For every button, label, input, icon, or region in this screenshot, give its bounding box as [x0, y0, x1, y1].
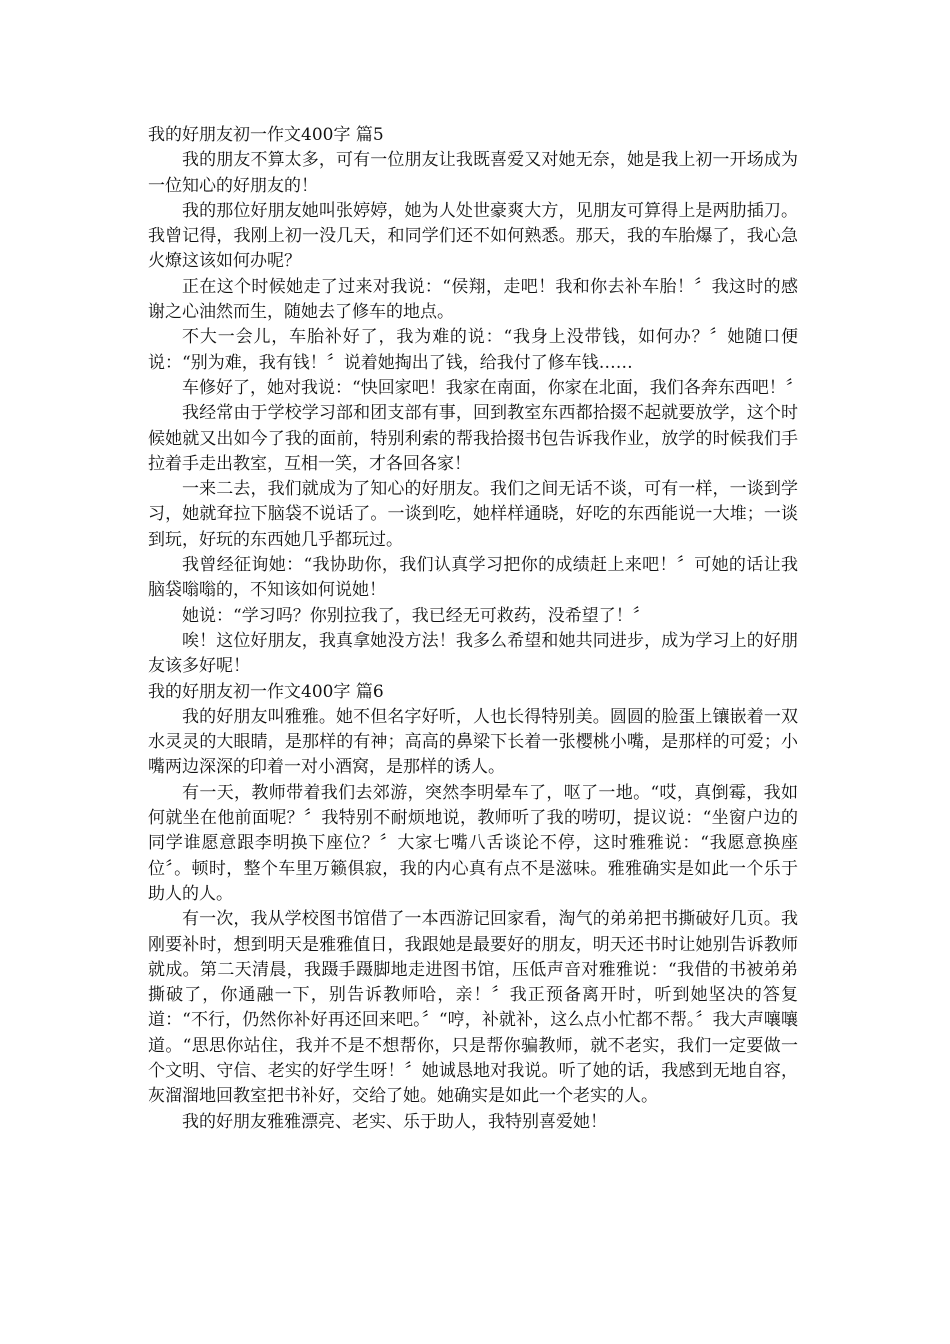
paragraph: 我的好朋友雅雅漂亮、老实、乐于助人，我特别喜爱她！ [182, 1111, 607, 1132]
document-page [148, 123, 803, 1135]
essay-section-5 [148, 123, 803, 680]
paragraph: 有一次，我从学校图书馆借了一本西游记回家看，淘气的弟弟把书撕破好几页。我刚要补时，想到明天是雅雅值日，我跟她是最要好的朋友，明天还书时让她别告诉教师就成。第二天清晨，我蹑手蹑脚地走进图书馆，压低声音对雅雅说：“我借的书被弟弟撕破了，你通融一下，别告诉教师哈，亲！〞我正预备离开时，听到她坚决的答复道：“不行，仍然你补好再还回来吧。〞“哼，补就补，这么点小忙都不帮。〞我大声嚷嚷道。“思思你站住，我并不是不想帮你，只是帮你骗教师，就不老实，我们一定要做一个文明、守信、老实的好学生呀！〞她诚恳地对我说。听了她的话，我感到无地自容，灰溜溜地回教室把书补好，交给了她。她确实是如此一个老实的人。 [148, 909, 798, 1107]
paragraph: 正在这个时候她走了过来对我说：“侯翔，走吧！我和你去补车胎！〞我这时的感谢之心油然而生，随她去了修车的地点。 [148, 276, 798, 323]
paragraph: 我的好朋友叫雅雅。她不但名字好听，人也长得特别美。圆圆的脸蛋上镶嵌着一双水灵灵的大眼睛，是那样的有神；高高的鼻梁下长着一张樱桃小嘴，是那样的可爱；小嘴两边深深的印着一对小酒窝，是那样的诱人。 [148, 706, 798, 778]
paragraph: 我的朋友不算太多，可有一位朋友让我既喜爱又对她无奈，她是我上初一开场成为一位知心的好朋友的！ [148, 150, 798, 196]
paragraph: 唉！这位好朋友，我真拿她没方法！我多么希望和她共同进步，成为学习上的好朋友该多好呢！ [148, 630, 798, 677]
paragraph: 不大一会儿，车胎补好了，我为难的说：“我身上没带钱，如何办？〞她随口便说：“别为难，我有钱！〞说着她掏出了钱，给我付了修车钱…… [148, 327, 798, 373]
paragraph: 我经常由于学校学习部和团支部有事，回到教室东西都拾掇不起就要放学，这个时候她就又出如今了我的面前，特别利索的帮我拾掇书包告诉我作业，放学的时候我们手拉着手走出教室，互相一笑，才各回各家！ [148, 403, 798, 474]
paragraph: 我曾经征询她：“我协助你，我们认真学习把你的成绩赶上来吧！〞可她的话让我脑袋嗡嗡的，不知该如何说她！ [148, 555, 798, 601]
essay-section-6 [148, 680, 798, 1135]
paragraph: 车修好了，她对我说：“快回家吧！我家在南面，你家在北面，我们各奔东西吧！〞 [182, 377, 803, 398]
paragraph: 她说：“学习吗？你别拉我了，我已经无可救药，没希望了！〞 [182, 605, 650, 626]
paragraph: 有一天，教师带着我们去郊游，突然李明晕车了，呕了一地。“哎，真倒霉，我如何就坐在他前面呢？〞我特别不耐烦地说，教师听了我的唠叨，提议说：“坐窗户边的同学谁愿意跟李明换下座位？〞大家七嘴八舌谈论不停，这时雅雅说：“我愿意换座位〞。顿时，整个车里万籁俱寂，我的内心真有点不是滋味。雅雅确实是如此一个乐于助人的人。 [148, 782, 798, 904]
section-heading: 我的好朋友初一作文400字 篇5 [148, 125, 384, 145]
paragraph: 我的那位好朋友她叫张婷婷，她为人处世豪爽大方，见朋友可算得上是两肋插刀。我曾记得，我刚上初一没几天，和同学们还不如何熟悉。那天，我的车胎爆了，我心急火燎这该如何办呢？ [148, 200, 798, 272]
paragraph: 一来二去，我们就成为了知心的好朋友。我们之间无话不谈，可有一样，一谈到学习，她就耷拉下脑袋不说话了。一谈到吃，她样样通晓，好吃的东西能说一大堆；一谈到玩，好玩的东西她几乎都玩过。 [148, 479, 798, 550]
section-heading: 我的好朋友初一作文400字 篇6 [148, 681, 384, 702]
